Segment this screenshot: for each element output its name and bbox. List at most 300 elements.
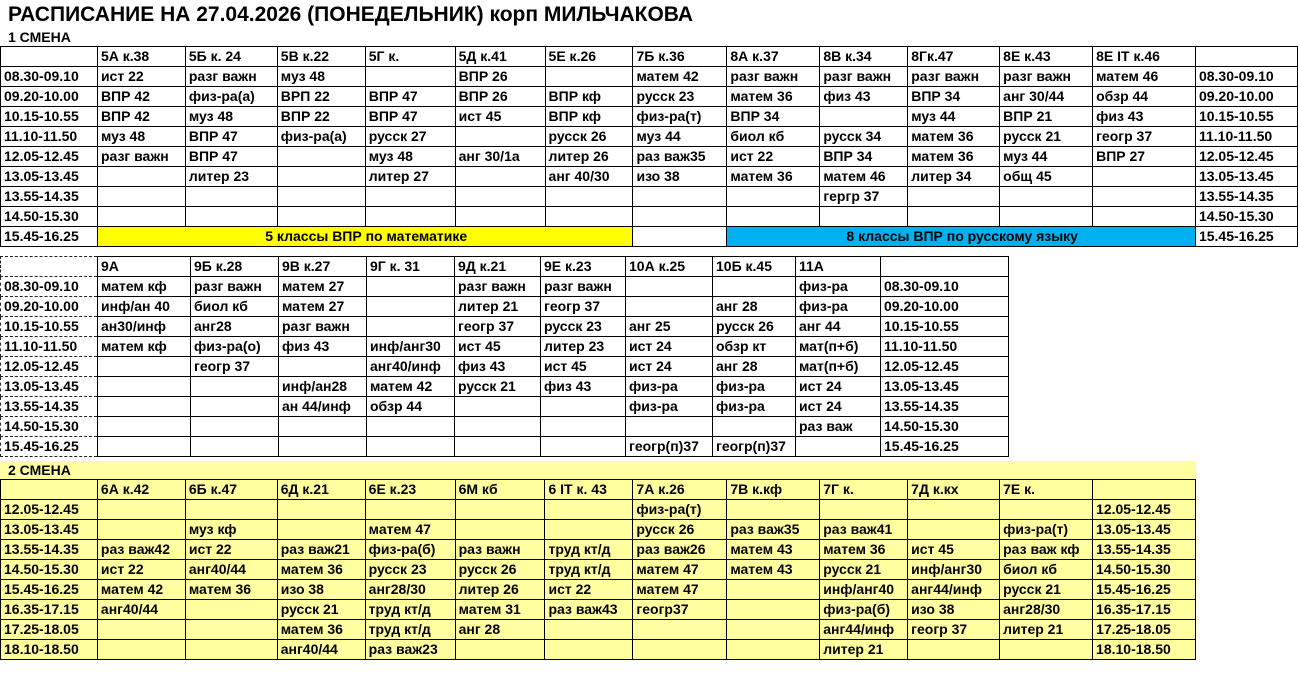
lesson-cell[interactable]: физ-ра(т) [633,500,727,520]
lesson-cell[interactable]: ист 24 [626,357,713,377]
lesson-cell[interactable] [97,167,185,187]
lesson-cell[interactable] [545,187,633,207]
vpr-banner-russian[interactable]: 8 классы ВПР по русскому языку [727,227,1196,247]
time-cell[interactable]: 13.55-14.35 [1,397,98,417]
lesson-cell[interactable]: ист 24 [626,337,713,357]
lesson-cell[interactable] [455,640,545,660]
lesson-cell[interactable]: ВПР 42 [97,87,185,107]
time-cell[interactable]: 12.05-12.45 [881,357,1009,377]
lesson-cell[interactable] [191,397,279,417]
lesson-cell[interactable]: ист 22 [97,560,185,580]
class-header-cell[interactable]: 7А к.26 [633,480,727,500]
lesson-cell[interactable]: русск 26 [633,520,727,540]
lesson-cell[interactable] [455,127,545,147]
time-cell[interactable]: 11.10-11.50 [1,337,98,357]
lesson-cell[interactable]: муз кф [185,520,277,540]
lesson-cell[interactable]: анг28/30 [365,580,455,600]
lesson-cell[interactable] [279,437,367,457]
lesson-cell[interactable]: матем 46 [1093,67,1196,87]
lesson-cell[interactable]: биол кб [1000,560,1093,580]
lesson-cell[interactable]: физ-ра [713,377,796,397]
class-header-cell[interactable]: 7Г к. [820,480,908,500]
lesson-cell[interactable]: матем 36 [277,620,365,640]
lesson-cell[interactable]: раз важ42 [97,540,185,560]
class-header-cell[interactable]: 10Б к.45 [713,257,796,277]
lesson-cell[interactable]: матем 27 [279,297,367,317]
class-header-cell[interactable]: 10А к.25 [626,257,713,277]
lesson-cell[interactable]: русск 21 [820,560,908,580]
lesson-cell[interactable]: гергр 37 [820,187,908,207]
lesson-cell[interactable]: литер 27 [365,167,455,187]
lesson-cell[interactable] [1000,187,1093,207]
class-header-cell[interactable]: 7Е к. [1000,480,1093,500]
class-header-cell[interactable]: 9Б к.28 [191,257,279,277]
lesson-cell[interactable] [185,187,277,207]
lesson-cell[interactable]: муз 48 [185,107,277,127]
lesson-cell[interactable]: физ 43 [541,377,626,397]
lesson-cell[interactable]: изо 38 [908,600,1000,620]
lesson-cell[interactable]: матем 36 [185,580,277,600]
lesson-cell[interactable]: русск 21 [277,600,365,620]
lesson-cell[interactable]: ВПР 47 [185,127,277,147]
lesson-cell[interactable] [1093,207,1196,227]
class-header-cell[interactable]: 5Б к. 24 [185,47,277,67]
lesson-cell[interactable]: литер 21 [820,640,908,660]
time-cell[interactable]: 12.05-12.45 [1,500,98,520]
lesson-cell[interactable]: анг40/44 [277,640,365,660]
lesson-cell[interactable]: матем 47 [365,520,455,540]
lesson-cell[interactable]: матем 47 [633,560,727,580]
lesson-cell[interactable]: физ-ра [713,397,796,417]
time-cell[interactable]: 09.20-10.00 [1,87,98,107]
class-header-cell[interactable]: 5Г к. [365,47,455,67]
lesson-cell[interactable]: геогр(п)37 [626,437,713,457]
lesson-cell[interactable]: ВПР 47 [365,87,455,107]
lesson-cell[interactable] [191,417,279,437]
lesson-cell[interactable] [633,187,727,207]
time-cell[interactable]: 08.30-09.10 [881,277,1009,297]
lesson-cell[interactable]: ВПР 47 [365,107,455,127]
lesson-cell[interactable]: ист 24 [796,377,881,397]
class-header-cell[interactable]: 9А [98,257,191,277]
lesson-cell[interactable]: физ 43 [820,87,908,107]
lesson-cell[interactable]: матем 42 [633,67,727,87]
time-cell[interactable]: 09.20-10.00 [1,297,98,317]
lesson-cell[interactable]: физ 43 [1093,107,1196,127]
lesson-cell[interactable]: труд кт/д [365,620,455,640]
lesson-cell[interactable]: раз важ35 [727,520,820,540]
lesson-cell[interactable]: физ-ра(т) [1000,520,1093,540]
lesson-cell[interactable] [633,640,727,660]
class-header-cell[interactable]: 6Е к.23 [365,480,455,500]
class-header-cell[interactable]: 7В к.кф [727,480,820,500]
lesson-cell[interactable] [277,147,365,167]
lesson-cell[interactable] [365,207,455,227]
class-header-cell[interactable]: 8Е IT к.46 [1093,47,1196,67]
class-header-cell[interactable] [1195,47,1297,67]
lesson-cell[interactable] [367,317,455,337]
lesson-cell[interactable] [277,500,365,520]
lesson-cell[interactable]: матем 36 [277,560,365,580]
lesson-cell[interactable] [191,437,279,457]
class-header-cell[interactable]: 8Гк.47 [908,47,1000,67]
class-header-cell[interactable]: 9В к.27 [279,257,367,277]
lesson-cell[interactable]: ВПР 47 [185,147,277,167]
lesson-cell[interactable]: физ-ра(т) [633,107,727,127]
lesson-cell[interactable] [97,500,185,520]
lesson-cell[interactable]: ВПР 22 [277,107,365,127]
time-cell[interactable]: 15.45-16.25 [1195,227,1297,247]
lesson-cell[interactable]: разг важн [1000,67,1093,87]
lesson-cell[interactable]: труд кт/д [365,600,455,620]
lesson-cell[interactable]: анг40/44 [97,600,185,620]
lesson-cell[interactable] [185,640,277,660]
lesson-cell[interactable]: физ-ра [626,377,713,397]
time-cell[interactable]: 09.20-10.00 [881,297,1009,317]
lesson-cell[interactable]: литер 23 [185,167,277,187]
class-header-cell[interactable] [1093,480,1196,500]
time-cell[interactable]: 14.50-15.30 [1,207,98,227]
lesson-cell[interactable]: литер 26 [545,147,633,167]
lesson-cell[interactable] [633,620,727,640]
time-cell[interactable]: 13.05-13.45 [881,377,1009,397]
lesson-cell[interactable]: ВРП 22 [277,87,365,107]
class-header-cell[interactable]: 5Д к.41 [455,47,545,67]
time-cell[interactable]: 09.20-10.00 [1195,87,1297,107]
time-cell[interactable]: 08.30-09.10 [1195,67,1297,87]
time-cell[interactable]: 18.10-18.50 [1093,640,1196,660]
lesson-cell[interactable]: разг важн [97,147,185,167]
lesson-cell[interactable] [367,437,455,457]
lesson-cell[interactable]: раз важн [455,540,545,560]
lesson-cell[interactable]: русск 23 [633,87,727,107]
lesson-cell[interactable] [545,640,633,660]
lesson-cell[interactable] [908,207,1000,227]
lesson-cell[interactable]: ВПР 34 [820,147,908,167]
lesson-cell[interactable]: муз 48 [97,127,185,147]
lesson-cell[interactable]: разг важн [727,67,820,87]
lesson-cell[interactable]: русск 27 [365,127,455,147]
lesson-cell[interactable]: биол кб [191,297,279,317]
lesson-cell[interactable]: биол кб [727,127,820,147]
lesson-cell[interactable]: ист 45 [541,357,626,377]
lesson-cell[interactable] [455,437,541,457]
class-header-cell[interactable]: 8Е к.43 [1000,47,1093,67]
lesson-cell[interactable]: матем 36 [820,540,908,560]
lesson-cell[interactable] [626,297,713,317]
lesson-cell[interactable]: анг 28 [455,620,545,640]
time-cell[interactable]: 13.55-14.35 [1,540,98,560]
lesson-cell[interactable] [633,227,727,247]
lesson-cell[interactable]: разг важн [541,277,626,297]
lesson-cell[interactable]: анг 28 [713,357,796,377]
lesson-cell[interactable] [455,187,545,207]
lesson-cell[interactable] [98,377,191,397]
lesson-cell[interactable]: русск 21 [1000,127,1093,147]
lesson-cell[interactable] [727,580,820,600]
lesson-cell[interactable]: разг важн [820,67,908,87]
lesson-cell[interactable] [545,207,633,227]
time-cell[interactable]: 18.10-18.50 [1,640,98,660]
class-header-cell[interactable] [1,47,98,67]
class-header-cell[interactable]: 6М кб [455,480,545,500]
lesson-cell[interactable]: русск 23 [541,317,626,337]
lesson-cell[interactable]: ВПР кф [545,107,633,127]
lesson-cell[interactable]: ист 22 [97,67,185,87]
lesson-cell[interactable]: мат(п+б) [796,337,881,357]
class-header-cell[interactable]: 5В к.22 [277,47,365,67]
lesson-cell[interactable] [727,620,820,640]
lesson-cell[interactable]: геогр 37 [541,297,626,317]
lesson-cell[interactable]: муз 48 [365,147,455,167]
lesson-cell[interactable] [185,600,277,620]
lesson-cell[interactable] [633,207,727,227]
lesson-cell[interactable]: литер 21 [455,297,541,317]
lesson-cell[interactable] [191,377,279,397]
lesson-cell[interactable]: анг 25 [626,317,713,337]
time-cell[interactable]: 16.35-17.15 [1093,600,1196,620]
time-cell[interactable]: 17.25-18.05 [1093,620,1196,640]
lesson-cell[interactable] [455,207,545,227]
lesson-cell[interactable] [185,620,277,640]
lesson-cell[interactable] [367,297,455,317]
lesson-cell[interactable]: физ 43 [279,337,367,357]
lesson-cell[interactable]: муз 44 [633,127,727,147]
lesson-cell[interactable]: ист 45 [455,337,541,357]
lesson-cell[interactable]: ист 45 [455,107,545,127]
lesson-cell[interactable]: матем 36 [908,147,1000,167]
time-cell[interactable]: 10.15-10.55 [1,317,98,337]
lesson-cell[interactable]: ВПР 27 [1093,147,1196,167]
lesson-cell[interactable] [97,620,185,640]
lesson-cell[interactable]: анг28/30 [1000,600,1093,620]
lesson-cell[interactable]: литер 23 [541,337,626,357]
lesson-cell[interactable]: ВПР 42 [97,107,185,127]
lesson-cell[interactable]: инф/анг30 [367,337,455,357]
lesson-cell[interactable]: раз важ43 [545,600,633,620]
lesson-cell[interactable]: инф/ан 40 [98,297,191,317]
lesson-cell[interactable] [908,187,1000,207]
lesson-cell[interactable]: муз 44 [908,107,1000,127]
lesson-cell[interactable]: разг важн [185,67,277,87]
lesson-cell[interactable]: анг 44 [796,317,881,337]
lesson-cell[interactable]: матем 31 [455,600,545,620]
time-cell[interactable]: 16.35-17.15 [1,600,98,620]
lesson-cell[interactable] [908,640,1000,660]
class-header-cell[interactable]: 9Д к.21 [455,257,541,277]
lesson-cell[interactable]: физ-ра [626,397,713,417]
lesson-cell[interactable]: матем кф [98,277,191,297]
lesson-cell[interactable] [455,417,541,437]
lesson-cell[interactable]: разг важн [191,277,279,297]
time-cell[interactable]: 11.10-11.50 [1,127,98,147]
time-cell[interactable]: 13.55-14.35 [1,187,98,207]
lesson-cell[interactable] [367,277,455,297]
lesson-cell[interactable] [1000,640,1093,660]
lesson-cell[interactable] [98,417,191,437]
class-header-cell[interactable]: 5Е к.26 [545,47,633,67]
lesson-cell[interactable]: муз 44 [1000,147,1093,167]
lesson-cell[interactable]: матем 27 [279,277,367,297]
lesson-cell[interactable]: литер 21 [1000,620,1093,640]
time-cell[interactable]: 15.45-16.25 [1093,580,1196,600]
lesson-cell[interactable]: физ-ра(а) [185,87,277,107]
lesson-cell[interactable] [820,207,908,227]
lesson-cell[interactable]: геогр37 [633,600,727,620]
lesson-cell[interactable]: анг40/инф [367,357,455,377]
time-cell[interactable]: 14.50-15.30 [881,417,1009,437]
time-cell[interactable]: 15.45-16.25 [881,437,1009,457]
lesson-cell[interactable]: литер 26 [455,580,545,600]
lesson-cell[interactable]: физ-ра [796,277,881,297]
lesson-cell[interactable]: раз важ26 [633,540,727,560]
lesson-cell[interactable] [545,500,633,520]
lesson-cell[interactable]: ан30/инф [98,317,191,337]
lesson-cell[interactable]: физ-ра(б) [820,600,908,620]
lesson-cell[interactable]: ВПР 21 [1000,107,1093,127]
time-cell[interactable]: 13.05-13.45 [1,377,98,397]
time-cell[interactable]: 10.15-10.55 [1195,107,1297,127]
lesson-cell[interactable] [455,520,545,540]
lesson-cell[interactable]: раз важ35 [633,147,727,167]
time-cell[interactable]: 13.05-13.45 [1,167,98,187]
time-cell[interactable]: 11.10-11.50 [1195,127,1297,147]
lesson-cell[interactable]: анг 40/30 [545,167,633,187]
time-cell[interactable]: 13.05-13.45 [1,520,98,540]
lesson-cell[interactable] [97,187,185,207]
lesson-cell[interactable]: труд кт/д [545,560,633,580]
lesson-cell[interactable]: инф/анг30 [908,560,1000,580]
lesson-cell[interactable]: физ 43 [455,357,541,377]
lesson-cell[interactable]: русск 21 [455,377,541,397]
time-cell[interactable]: 12.05-12.45 [1,147,98,167]
lesson-cell[interactable] [98,437,191,457]
class-header-cell[interactable]: 7Б к.36 [633,47,727,67]
time-cell[interactable]: 17.25-18.05 [1,620,98,640]
lesson-cell[interactable] [545,520,633,540]
class-header-cell[interactable]: 9Г к. 31 [367,257,455,277]
class-header-cell[interactable]: 8В к.34 [820,47,908,67]
lesson-cell[interactable]: русск 26 [713,317,796,337]
lesson-cell[interactable]: разг важн [455,277,541,297]
time-cell[interactable]: 15.45-16.25 [1,227,98,247]
lesson-cell[interactable]: матем 43 [727,540,820,560]
class-header-cell[interactable]: 6А к.42 [97,480,185,500]
time-cell[interactable]: 14.50-15.30 [1,560,98,580]
class-header-cell[interactable] [1,257,98,277]
lesson-cell[interactable]: раз важ21 [277,540,365,560]
lesson-cell[interactable]: анг28 [191,317,279,337]
lesson-cell[interactable] [279,417,367,437]
time-cell[interactable]: 14.50-15.30 [1,417,98,437]
lesson-cell[interactable]: разг важн [279,317,367,337]
lesson-cell[interactable]: матем 42 [367,377,455,397]
lesson-cell[interactable]: анг 28 [713,297,796,317]
lesson-cell[interactable]: геогр 37 [1093,127,1196,147]
lesson-cell[interactable]: обзр 44 [1093,87,1196,107]
lesson-cell[interactable]: ВПР 26 [455,67,545,87]
time-cell[interactable]: 12.05-12.45 [1093,500,1196,520]
lesson-cell[interactable] [820,107,908,127]
lesson-cell[interactable]: геогр 37 [455,317,541,337]
lesson-cell[interactable] [455,397,541,417]
time-cell[interactable]: 15.45-16.25 [1,580,98,600]
lesson-cell[interactable]: матем 46 [820,167,908,187]
lesson-cell[interactable] [1000,500,1093,520]
lesson-cell[interactable] [277,520,365,540]
class-header-cell[interactable]: 5А к.38 [97,47,185,67]
lesson-cell[interactable] [277,187,365,207]
lesson-cell[interactable] [1093,187,1196,207]
time-cell[interactable]: 13.55-14.35 [1093,540,1196,560]
lesson-cell[interactable]: русск 34 [820,127,908,147]
lesson-cell[interactable]: ист 22 [727,147,820,167]
time-cell[interactable]: 11.10-11.50 [881,337,1009,357]
lesson-cell[interactable] [277,167,365,187]
lesson-cell[interactable]: ВПР 34 [908,87,1000,107]
class-header-cell[interactable]: 6 IT к. 43 [545,480,633,500]
lesson-cell[interactable]: русск 21 [1000,580,1093,600]
lesson-cell[interactable]: инф/ан28 [279,377,367,397]
time-cell[interactable]: 10.15-10.55 [881,317,1009,337]
lesson-cell[interactable]: матем 36 [727,87,820,107]
time-cell[interactable]: 08.30-09.10 [1,67,98,87]
lesson-cell[interactable] [626,417,713,437]
lesson-cell[interactable] [541,437,626,457]
lesson-cell[interactable] [98,357,191,377]
lesson-cell[interactable] [365,187,455,207]
lesson-cell[interactable]: русск 23 [365,560,455,580]
time-cell[interactable]: 13.55-14.35 [1195,187,1297,207]
class-header-cell[interactable]: 8А к.37 [727,47,820,67]
lesson-cell[interactable] [279,357,367,377]
lesson-cell[interactable]: русск 26 [545,127,633,147]
lesson-cell[interactable] [713,417,796,437]
time-cell[interactable]: 13.55-14.35 [881,397,1009,417]
lesson-cell[interactable]: раз важ23 [365,640,455,660]
lesson-cell[interactable]: муз 48 [277,67,365,87]
lesson-cell[interactable] [455,500,545,520]
lesson-cell[interactable]: матем 36 [908,127,1000,147]
lesson-cell[interactable] [97,207,185,227]
lesson-cell[interactable] [97,640,185,660]
lesson-cell[interactable]: раз важ кф [1000,540,1093,560]
vpr-banner-math[interactable]: 5 классы ВПР по математике [97,227,633,247]
lesson-cell[interactable]: мат(п+б) [796,357,881,377]
lesson-cell[interactable]: разг важн [908,67,1000,87]
lesson-cell[interactable] [545,620,633,640]
lesson-cell[interactable] [97,520,185,540]
lesson-cell[interactable] [367,417,455,437]
lesson-cell[interactable]: труд кт/д [545,540,633,560]
lesson-cell[interactable]: литер 34 [908,167,1000,187]
lesson-cell[interactable] [545,67,633,87]
time-cell[interactable]: 13.05-13.45 [1195,167,1297,187]
lesson-cell[interactable]: раз важ41 [820,520,908,540]
lesson-cell[interactable]: геогр(п)37 [713,437,796,457]
lesson-cell[interactable] [908,500,1000,520]
time-cell[interactable]: 08.30-09.10 [1,277,98,297]
lesson-cell[interactable] [1000,207,1093,227]
lesson-cell[interactable]: ист 22 [185,540,277,560]
time-cell[interactable]: 10.15-10.55 [1,107,98,127]
lesson-cell[interactable]: анг40/44 [185,560,277,580]
lesson-cell[interactable]: изо 38 [277,580,365,600]
lesson-cell[interactable]: ист 24 [796,397,881,417]
lesson-cell[interactable]: инф/анг40 [820,580,908,600]
lesson-cell[interactable]: матем 42 [97,580,185,600]
lesson-cell[interactable] [541,417,626,437]
